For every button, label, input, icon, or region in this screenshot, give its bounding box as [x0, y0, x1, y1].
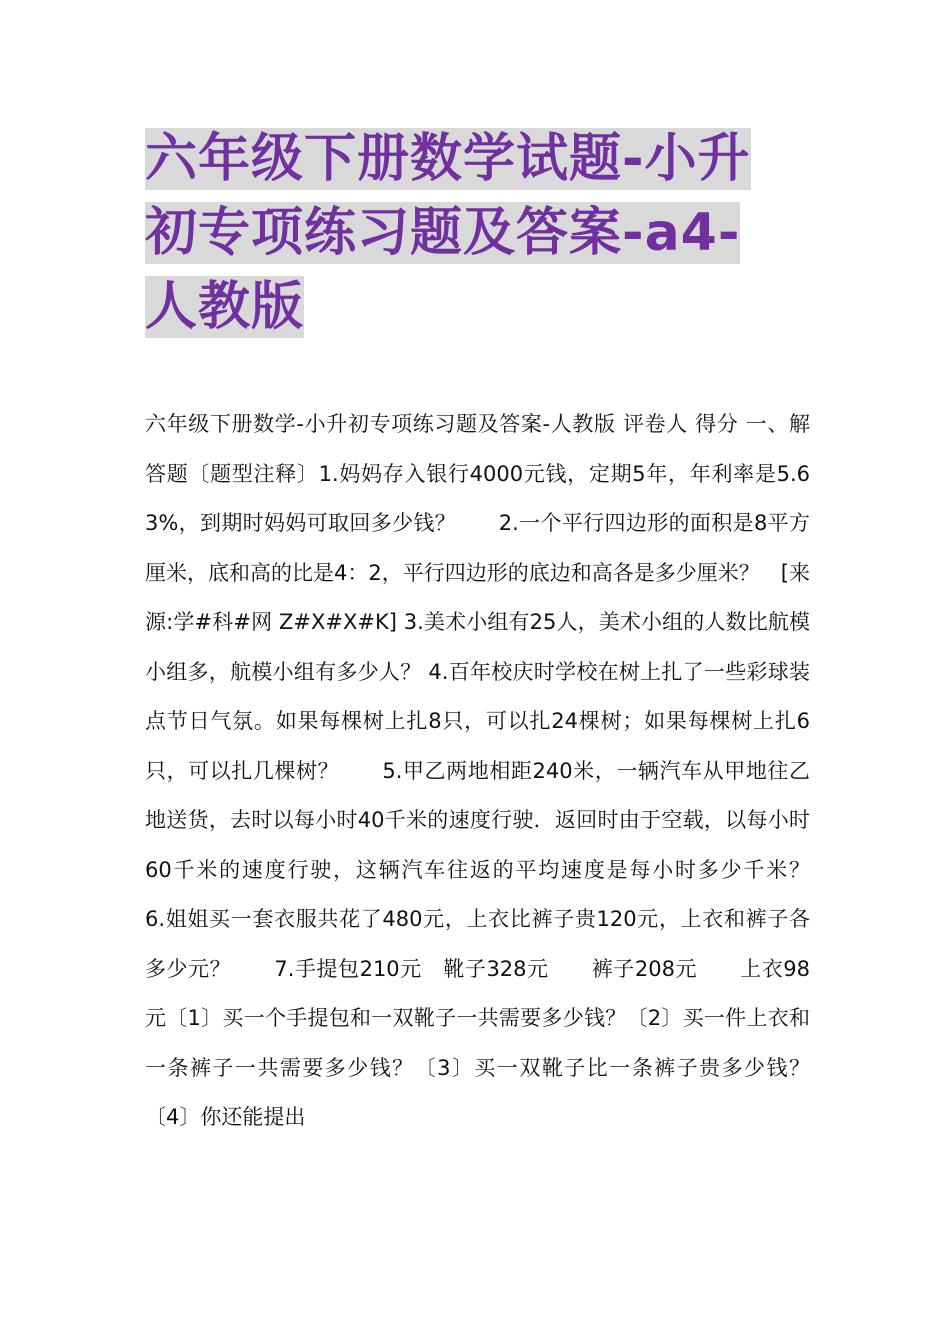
title-line-1: 六年级下册数学试题-小升	[145, 129, 751, 189]
document-title	[145, 128, 815, 350]
title-line-2: 初专项练习题及答案-a4-	[145, 203, 741, 263]
title-line-3: 人教版	[145, 277, 305, 337]
title-line	[145, 202, 815, 264]
title-line	[145, 276, 815, 338]
title-line	[145, 128, 815, 190]
document-body: 六年级下册数学-小升初专项练习题及答案-人教版 评卷人 得分 一、解答题〔题型注释〕1.妈妈存入银行4000元钱，定期5年，年利率是5.63%，到期时妈妈可取回多少钱？ 2.一个平行四边形的面积是8平方厘米，底和高的比是4：2，平行四边形的底边和高各是多少厘米？ [来源:学#科#网 Z#X#X#K] 3.美术小组有25人，美术小组的人数比航模小组多，航模小组有多少人？ 4.百年校庆时学校在树上扎了一些彩球装点节日气氛。如果每棵树上扎8只，可以扎24棵树；如果每棵树上扎6只，可以扎几棵树？ 5.甲乙两地相距240米，一辆汽车从甲地往乙地送货，去时以每小时40千米的速度行驶．返回时由于空载，以每小时60千米的速度行驶，这辆汽车往返的平均速度是每小时多少千米？ 6.姐姐买一套衣服共花了480元，上衣比裤子贵120元，上衣和裤子各多少元？ 7.手提包210元 靴子328元 裤子208元 上衣98元〔1〕买一个手提包和一双靴子一共需要多少钱？〔2〕买一件上衣和一条裤子一共需要多少钱？〔3〕买一双靴子比一条裤子贵多少钱？〔4〕你还能提出	[145, 412, 852, 1129]
